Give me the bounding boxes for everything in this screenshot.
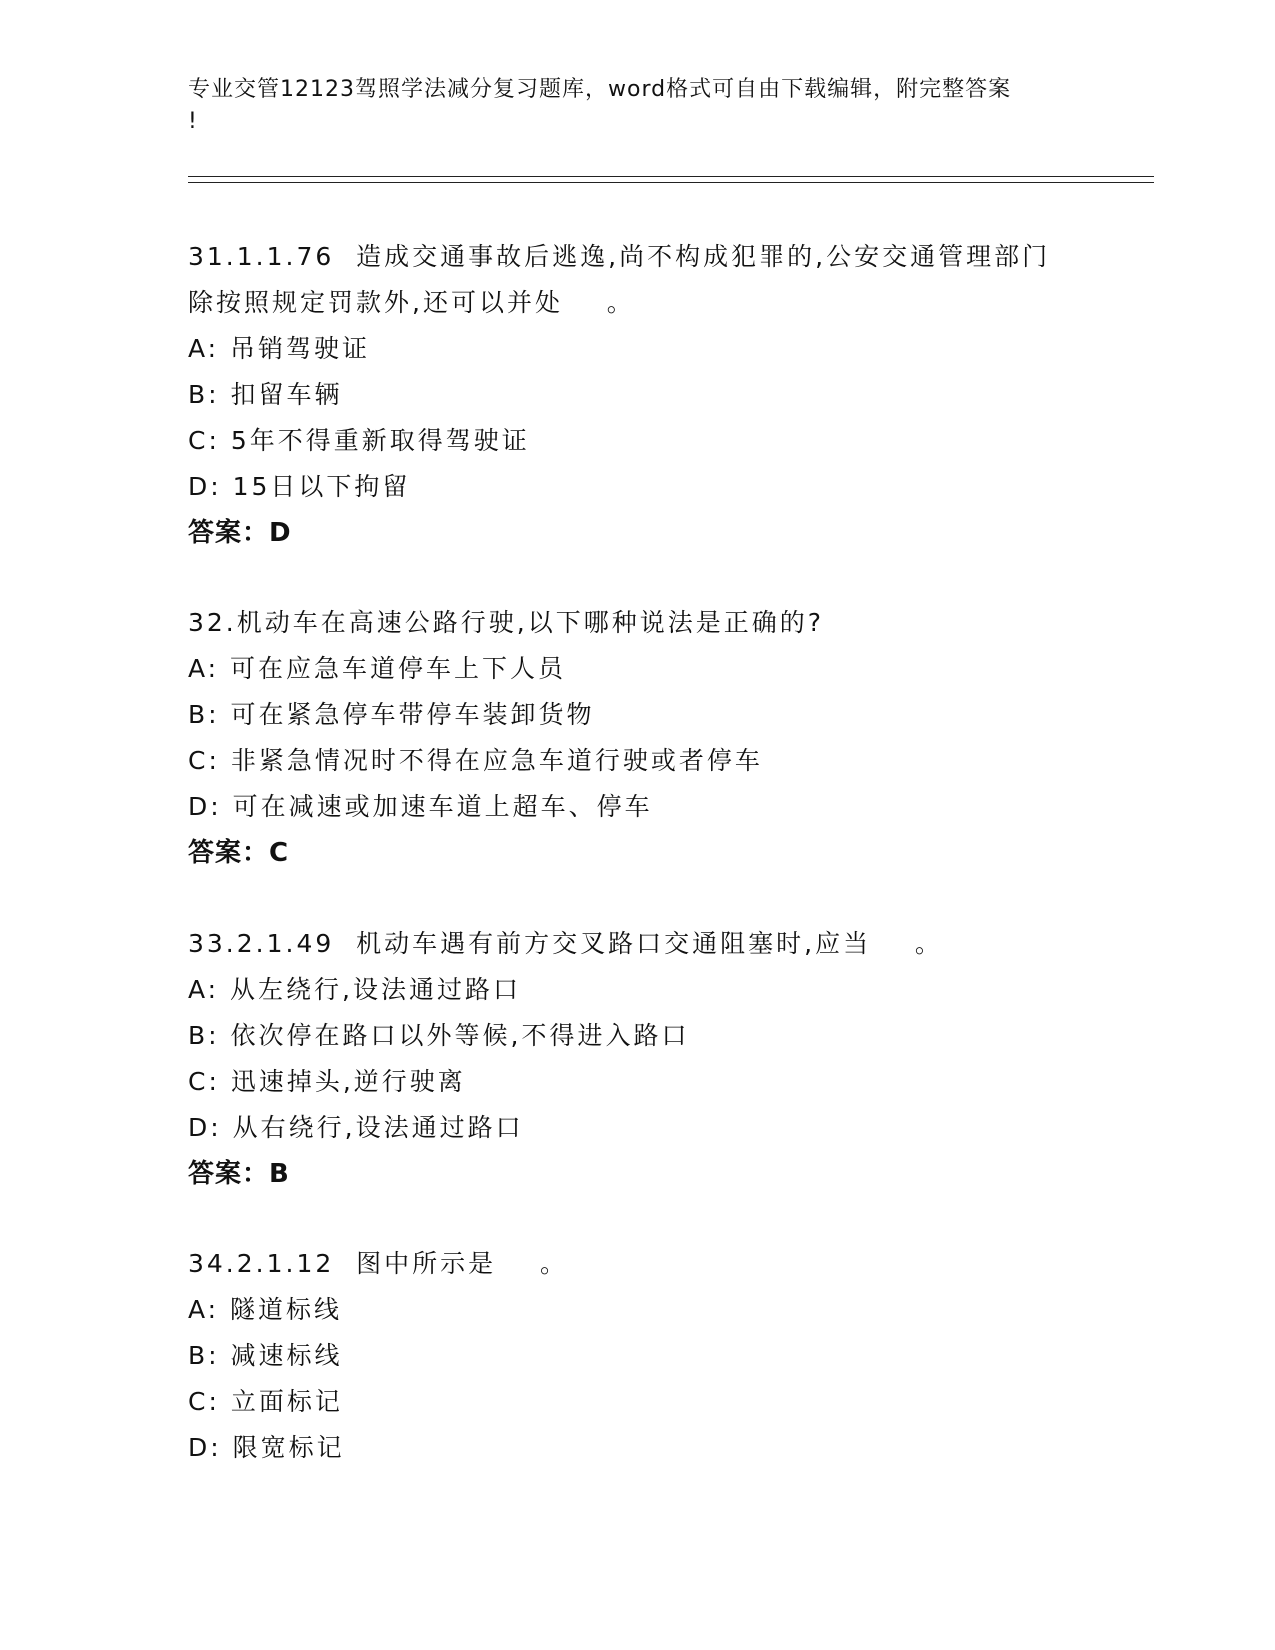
header-title: 专业交管12123驾照学法减分复习题库，word格式可自由下载编辑，附完整答案	[188, 77, 1012, 102]
document-header	[188, 74, 1088, 138]
option-c: C: 5年不得重新取得驾驶证	[188, 426, 530, 455]
option-d: D: 从右绕行,设法通过路口	[188, 1113, 524, 1142]
question-33	[188, 921, 1108, 1197]
option-d: D: 可在减速或加速车道上超车、停车	[188, 792, 653, 821]
option-c: C: 非紧急情况时不得在应急车道行驶或者停车	[188, 746, 763, 775]
question-stem: 31.1.1.76 造成交通事故后逃逸,尚不构成犯罪的,公安交通管理部门	[188, 242, 1051, 271]
question-32	[188, 600, 1108, 876]
option-b: B: 依次停在路口以外等候,不得进入路口	[188, 1021, 690, 1050]
option-b: B: 减速标线	[188, 1341, 343, 1370]
answer-line: 答案：D	[188, 518, 292, 548]
header-divider-top	[188, 176, 1154, 177]
option-b: B: 扣留车辆	[188, 380, 343, 409]
option-a: A: 吊销驾驶证	[188, 334, 371, 363]
question-stem: 34.2.1.12 图中所示是 。	[188, 1249, 568, 1278]
question-stem-continuation: 除按照规定罚款外,还可以并处 。	[188, 288, 635, 317]
option-a: A: 从左绕行,设法通过路口	[188, 975, 521, 1004]
option-c: C: 迅速掉头,逆行驶离	[188, 1067, 466, 1096]
option-a: A: 可在应急车道停车上下人员	[188, 654, 567, 683]
option-a: A: 隧道标线	[188, 1295, 343, 1324]
question-stem: 32.机动车在高速公路行驶,以下哪种说法是正确的?	[188, 608, 824, 637]
option-d: D: 15日以下拘留	[188, 472, 411, 501]
question-34	[188, 1241, 1108, 1471]
option-c: C: 立面标记	[188, 1387, 343, 1416]
header-title-continuation: !	[188, 109, 198, 134]
option-b: B: 可在紧急停车带停车装卸货物	[188, 700, 595, 729]
question-31	[188, 234, 1108, 556]
header-divider-bottom	[188, 182, 1154, 183]
question-stem: 33.2.1.49 机动车遇有前方交叉路口交通阻塞时,应当 。	[188, 929, 943, 958]
option-d: D: 限宽标记	[188, 1433, 345, 1462]
answer-line: 答案：C	[188, 838, 290, 868]
answer-line: 答案：B	[188, 1159, 290, 1189]
